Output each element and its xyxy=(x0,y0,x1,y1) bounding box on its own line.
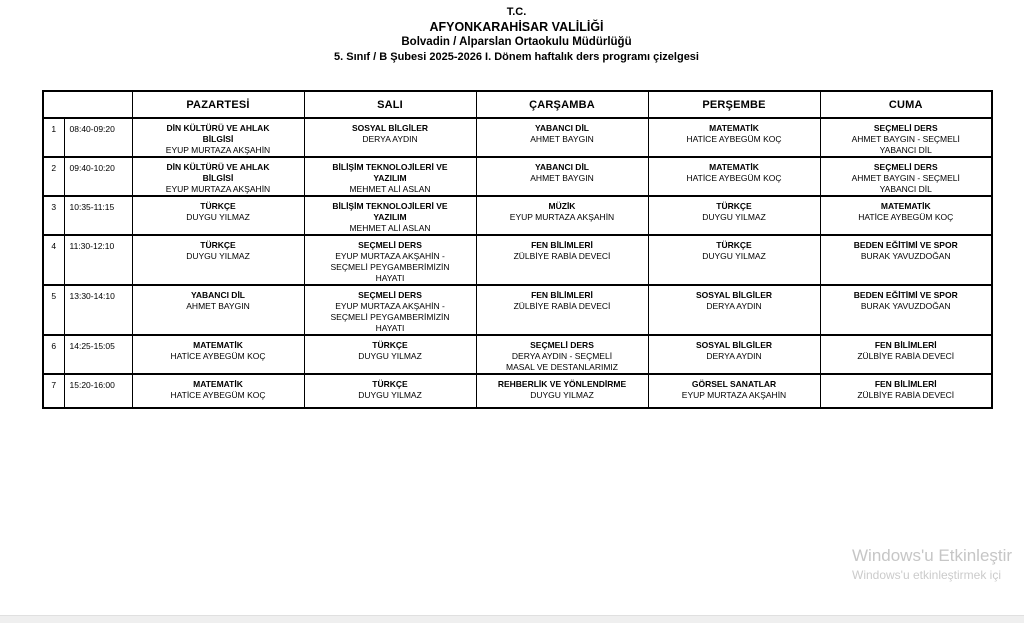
lesson-cell xyxy=(820,235,992,285)
subject-label: FEN BİLİMLERİ xyxy=(874,379,937,389)
teacher-label: DUYGU YILMAZ xyxy=(702,212,766,222)
weekly-timetable xyxy=(42,90,993,409)
day-header-2: SALI xyxy=(304,91,476,118)
lesson-cell xyxy=(648,118,820,157)
lesson-cell xyxy=(304,374,476,408)
lesson-cell xyxy=(304,196,476,235)
period-time-cell: 13:30-14:10 xyxy=(64,285,132,335)
teacher-label: MEHMET ALİ ASLAN xyxy=(349,184,431,194)
subject-label: TÜRKÇE xyxy=(372,379,408,389)
lesson-cell xyxy=(820,285,992,335)
teacher-label: EYUP MURTAZA AKŞAHİN xyxy=(165,145,271,155)
lesson-cell xyxy=(132,118,304,157)
teacher-label: DUYGU YILMAZ xyxy=(530,390,594,400)
subject-label: SEÇMELİ DERS xyxy=(358,290,422,300)
period-number-cell: 5 xyxy=(43,285,64,335)
day-header-5: CUMA xyxy=(820,91,992,118)
subject-label: BEDEN EĞİTİMİ VE SPOR xyxy=(853,290,958,300)
subject-label: SOSYAL BİLGİLER xyxy=(695,290,773,300)
lesson-cell xyxy=(304,118,476,157)
period-number-cell: 1 xyxy=(43,118,64,157)
lesson-cell xyxy=(476,374,648,408)
lesson-cell xyxy=(648,285,820,335)
subject-label: MATEMATİK xyxy=(709,162,759,172)
period-time-cell: 15:20-16:00 xyxy=(64,374,132,408)
day-header-4: PERŞEMBE xyxy=(648,91,820,118)
subject-label: TÜRKÇE xyxy=(716,240,752,250)
subject-label: FEN BİLİMLERİ xyxy=(531,240,593,250)
subject-label: MATEMATİK xyxy=(193,340,243,350)
subject-label: BEDEN EĞİTİMİ VE SPOR xyxy=(853,240,958,250)
teacher-label: AHMET BAYGIN xyxy=(530,134,594,144)
teacher-label: DUYGU YILMAZ xyxy=(186,212,250,222)
teacher-label: HATİCE AYBEGÜM KOÇ xyxy=(858,212,954,222)
header-tc: T.C. xyxy=(506,6,527,18)
bottom-edge-bar xyxy=(0,615,1024,623)
teacher-label: HATİCE AYBEGÜM KOÇ xyxy=(686,173,782,183)
teacher-label: AHMET BAYGIN - SEÇMELİ YABANCI DİL xyxy=(851,173,960,194)
teacher-label: DUYGU YILMAZ xyxy=(358,390,422,400)
timetable-row xyxy=(43,157,992,196)
lesson-cell xyxy=(820,374,992,408)
subject-label: TÜRKÇE xyxy=(200,201,236,211)
subject-label: DİN KÜLTÜRÜ VE AHLAK BİLGİSİ xyxy=(166,162,270,183)
teacher-label: MEHMET ALİ ASLAN xyxy=(349,223,431,233)
lesson-cell xyxy=(648,196,820,235)
subject-label: BİLİŞİM TEKNOLOJİLERİ VE YAZILIM xyxy=(332,201,448,222)
header-valilik: AFYONKARAHİSAR VALİLİĞİ xyxy=(429,20,604,34)
lesson-cell xyxy=(648,335,820,374)
timetable-row xyxy=(43,285,992,335)
period-number-cell: 3 xyxy=(43,196,64,235)
lesson-cell xyxy=(132,285,304,335)
day-header-row xyxy=(43,91,992,118)
subject-label: FEN BİLİMLERİ xyxy=(874,340,937,350)
subject-label: MATEMATİK xyxy=(193,379,243,389)
lesson-cell xyxy=(132,196,304,235)
period-number-cell: 7 xyxy=(43,374,64,408)
teacher-label: DERYA AYDIN xyxy=(706,351,762,361)
teacher-label: EYUP MURTAZA AKŞAHİN xyxy=(509,212,615,222)
subject-label: TÜRKÇE xyxy=(716,201,752,211)
teacher-label: DERYA AYDIN xyxy=(362,134,418,144)
teacher-label: EYUP MURTAZA AKŞAHİN - SEÇMELİ PEYGAMBERİMİZİN HAYATI xyxy=(330,251,450,283)
lesson-cell xyxy=(132,374,304,408)
timetable-row xyxy=(43,235,992,285)
header-schedule-title: 5. Sınıf / B Şubesi 2025-2026 I. Dönem haftalık ders programı çizelgesi xyxy=(334,51,699,63)
teacher-label: DUYGU YILMAZ xyxy=(186,251,250,261)
watermark-subtitle: Windows'u etkinleştirmek içi xyxy=(852,568,1001,582)
subject-label: FEN BİLİMLERİ xyxy=(531,290,593,300)
subject-label: MATEMATİK xyxy=(709,123,759,133)
teacher-label: AHMET BAYGIN xyxy=(186,301,250,311)
teacher-label: ZÜLBİYE RABİA DEVECİ xyxy=(513,301,611,311)
timetable-row xyxy=(43,196,992,235)
timetable-row xyxy=(43,118,992,157)
day-header-1: PAZARTESİ xyxy=(132,91,304,118)
lesson-cell xyxy=(648,374,820,408)
lesson-cell xyxy=(304,235,476,285)
teacher-label: EYUP MURTAZA AKŞAHİN xyxy=(681,390,787,400)
teacher-label: DUYGU YILMAZ xyxy=(702,251,766,261)
document-header xyxy=(42,5,991,65)
subject-label: GÖRSEL SANATLAR xyxy=(691,379,777,389)
timetable-row xyxy=(43,335,992,374)
lesson-cell xyxy=(476,157,648,196)
period-time-cell: 11:30-12:10 xyxy=(64,235,132,285)
lesson-cell xyxy=(820,118,992,157)
subject-label: REHBERLİK VE YÖNLENDİRME xyxy=(497,379,627,389)
day-header-3: ÇARŞAMBA xyxy=(476,91,648,118)
lesson-cell xyxy=(476,196,648,235)
timetable-row xyxy=(43,374,992,408)
teacher-label: ZÜLBİYE RABİA DEVECİ xyxy=(857,351,955,361)
watermark-title: Windows'u Etkinleştir xyxy=(852,546,1013,565)
period-time-cell: 09:40-10:20 xyxy=(64,157,132,196)
lesson-cell xyxy=(132,335,304,374)
teacher-label: HATİCE AYBEGÜM KOÇ xyxy=(686,134,782,144)
teacher-label: BURAK YAVUZDOĞAN xyxy=(860,251,951,261)
lesson-cell xyxy=(648,235,820,285)
lesson-cell xyxy=(132,157,304,196)
teacher-label: BURAK YAVUZDOĞAN xyxy=(860,301,951,311)
subject-label: SOSYAL BİLGİLER xyxy=(695,340,773,350)
teacher-label: AHMET BAYGIN - SEÇMELİ YABANCI DİL xyxy=(851,134,960,155)
subject-label: SEÇMELİ DERS xyxy=(873,123,938,133)
lesson-cell xyxy=(648,157,820,196)
subject-label: YABANCI DİL xyxy=(191,290,245,300)
timetable-corner-cell xyxy=(43,91,132,118)
teacher-label: EYUP MURTAZA AKŞAHİN xyxy=(165,184,271,194)
lesson-cell xyxy=(476,118,648,157)
lesson-cell xyxy=(132,235,304,285)
teacher-label: ZÜLBİYE RABİA DEVECİ xyxy=(513,251,611,261)
teacher-label: HATİCE AYBEGÜM KOÇ xyxy=(170,390,266,400)
teacher-label: DERYA AYDIN - SEÇMELİ MASAL VE DESTANLARIMIZ xyxy=(506,351,618,372)
teacher-label: DERYA AYDIN xyxy=(706,301,762,311)
teacher-label: DUYGU YILMAZ xyxy=(358,351,422,361)
subject-label: SEÇMELİ DERS xyxy=(530,340,594,350)
lesson-cell xyxy=(304,285,476,335)
lesson-cell xyxy=(820,196,992,235)
period-time-cell: 08:40-09:20 xyxy=(64,118,132,157)
subject-label: TÜRKÇE xyxy=(372,340,408,350)
period-number-cell: 2 xyxy=(43,157,64,196)
subject-label: SEÇMELİ DERS xyxy=(358,240,422,250)
subject-label: YABANCI DİL xyxy=(535,162,589,172)
subject-label: DİN KÜLTÜRÜ VE AHLAK BİLGİSİ xyxy=(166,123,270,144)
lesson-cell xyxy=(476,285,648,335)
subject-label: YABANCI DİL xyxy=(535,123,589,133)
subject-label: BİLİŞİM TEKNOLOJİLERİ VE YAZILIM xyxy=(332,162,448,183)
windows-activation-watermark xyxy=(852,544,1024,584)
teacher-label: AHMET BAYGIN xyxy=(530,173,594,183)
lesson-cell xyxy=(820,157,992,196)
subject-label: SOSYAL BİLGİLER xyxy=(351,123,429,133)
lesson-cell xyxy=(476,335,648,374)
lesson-cell xyxy=(820,335,992,374)
lesson-cell xyxy=(304,157,476,196)
period-number-cell: 4 xyxy=(43,235,64,285)
subject-label: SEÇMELİ DERS xyxy=(873,162,938,172)
teacher-label: EYUP MURTAZA AKŞAHİN - SEÇMELİ PEYGAMBERİMİZİN HAYATI xyxy=(330,301,450,333)
subject-label: TÜRKÇE xyxy=(200,240,236,250)
lesson-cell xyxy=(476,235,648,285)
teacher-label: HATİCE AYBEGÜM KOÇ xyxy=(170,351,266,361)
period-time-cell: 10:35-11:15 xyxy=(64,196,132,235)
period-number-cell: 6 xyxy=(43,335,64,374)
lesson-cell xyxy=(304,335,476,374)
teacher-label: ZÜLBİYE RABİA DEVECİ xyxy=(857,390,955,400)
subject-label: MÜZİK xyxy=(548,201,576,211)
period-time-cell: 14:25-15:05 xyxy=(64,335,132,374)
header-school: Bolvadin / Alparslan Ortaokulu Müdürlüğü xyxy=(401,36,632,48)
subject-label: MATEMATİK xyxy=(880,201,931,211)
